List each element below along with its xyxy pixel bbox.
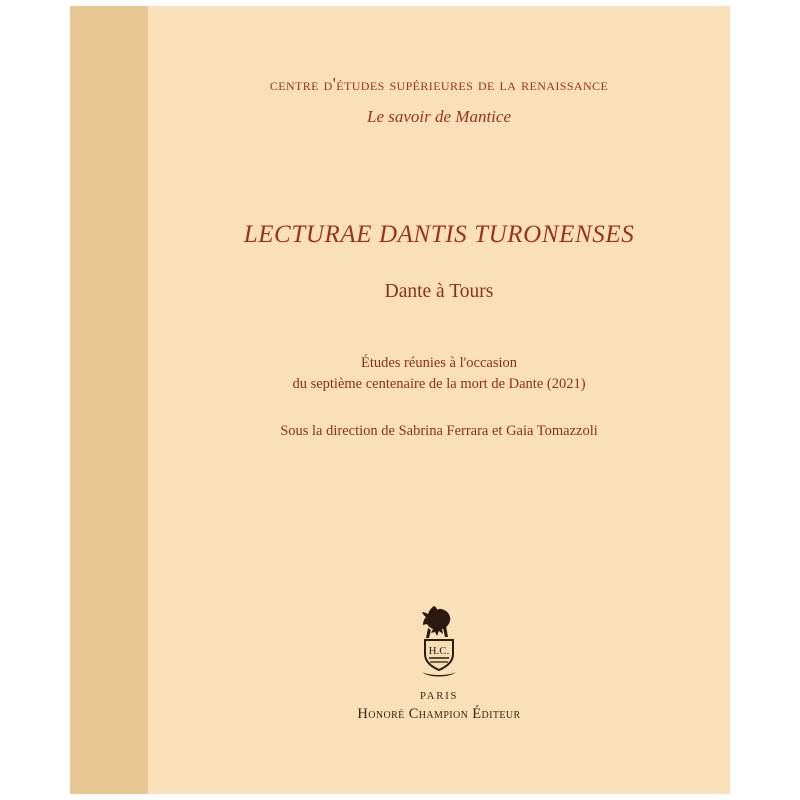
occasion-note-line-1: Études réunies à l'occasion	[360, 355, 517, 371]
book-title: LECTURAE DANTIS TURONENSES	[243, 221, 635, 248]
publisher-block	[148, 602, 730, 723]
occasion-note-line-2: du septième centenaire de la mort de Dante (2021)	[292, 376, 586, 393]
publisher-city: PARIS	[419, 690, 459, 702]
cover-spine-strip	[70, 6, 148, 794]
heraldic-crest-with-horse-icon	[404, 602, 474, 680]
series-subtitle: Le savoir de Mantice	[367, 107, 511, 126]
publisher-name: Honoré Champion Éditeur	[357, 706, 521, 722]
svg-text:H.C.: H.C.	[428, 645, 450, 657]
occasion-note	[292, 353, 585, 395]
book-subtitle: Dante à Tours	[384, 281, 494, 302]
cover-content	[148, 6, 730, 794]
series-name: centre d'études supérieures de la renaissance	[269, 74, 609, 94]
editors-line: Sous la direction de Sabrina Ferrara et Gaia Tomazzoli	[280, 423, 598, 440]
